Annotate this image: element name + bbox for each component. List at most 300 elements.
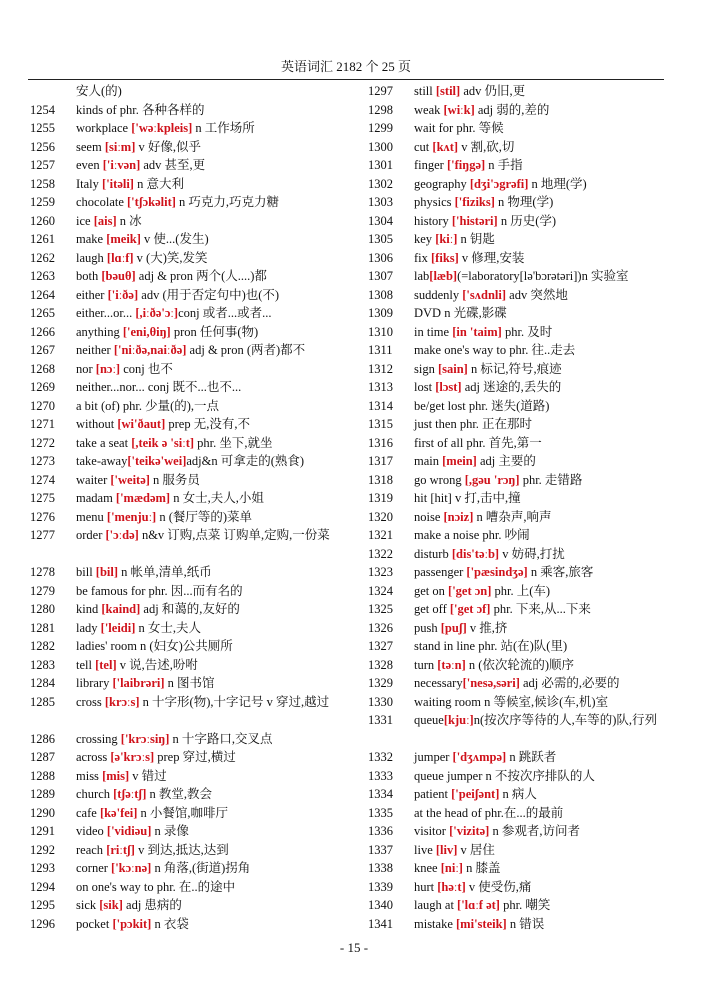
entry-number: 1297 (368, 84, 393, 98)
entry-number: 1310 (368, 324, 393, 339)
entry-word: make (76, 232, 107, 246)
entry-phonetic: [,gəu 'rɔŋ] (464, 472, 520, 487)
entry-word: patient (414, 787, 452, 801)
entry-number: 1267 (30, 343, 55, 357)
page-header: 英语词汇 2182 个 25 页 (280, 59, 411, 74)
entry-phonetic: ['pɔkit] (112, 916, 152, 931)
entry-word: at the head of phr.在...的最前 (414, 805, 564, 820)
entry-definition: phr. 坐下,就坐 (194, 435, 273, 450)
entry-phonetic: [læb] (429, 269, 458, 283)
page-number: - 15 - (339, 940, 369, 955)
vocab-entry (30, 489, 360, 508)
entry-phonetic: ['get ɔf] (449, 602, 491, 616)
entry-number: 1287 (30, 750, 55, 764)
entry-definition: conj 或者...或者... (178, 306, 272, 320)
entry-definition: n 十字形(物),十字记号 v 穿过,越过 (139, 694, 330, 709)
entry-phonetic: ['pæsindʒə] (466, 565, 528, 579)
vocab-entry (368, 526, 668, 545)
vocab-entry (30, 582, 360, 601)
vocab-entry (368, 378, 668, 397)
vocab-entry (368, 693, 668, 712)
vocab-entry (368, 563, 668, 582)
entry-word: finger (414, 158, 447, 172)
entry-number: 1305 (368, 232, 393, 246)
entry-word: in time (414, 324, 453, 339)
entry-definition: v 妨碍,打扰 (499, 546, 565, 561)
entry-word: take-away (76, 454, 128, 468)
entry-definition: phr. 及时 (501, 324, 553, 339)
entry-number: 1339 (368, 879, 393, 894)
entry-word: hit [hit] v 打,击中,撞 (414, 491, 521, 505)
right-column (368, 82, 668, 933)
entry-number: 1298 (368, 102, 393, 117)
entry-word: video (76, 824, 107, 838)
entry-word: lab (414, 269, 430, 283)
vocab-entry (368, 341, 668, 360)
entry-number: 1328 (368, 657, 393, 672)
entry-word: waiting room n 等候室,候诊(车,机)室 (414, 694, 609, 709)
entry-word: kind (76, 602, 102, 616)
entry-number: 1274 (30, 472, 55, 487)
entry-word: without (76, 417, 118, 431)
entry-phonetic: ['leidi] (100, 620, 136, 635)
entry-phonetic: ['itəli] (102, 176, 134, 191)
vocab-entry (368, 545, 668, 564)
entry-number: 1258 (30, 176, 55, 191)
vocab-entry (368, 138, 668, 157)
entry-number: 1261 (30, 232, 55, 246)
entry-word: stand in line phr. 站(在)队(里) (414, 639, 568, 653)
entry-number: 1293 (30, 861, 55, 875)
vocab-entry (30, 600, 360, 619)
vocab-entry (368, 804, 668, 823)
entry-phonetic: [stil] (435, 84, 461, 98)
vocab-entry (368, 286, 668, 305)
vocab-entry (368, 175, 668, 194)
entry-number: 1303 (368, 195, 393, 209)
entry-word: wait for phr. 等候 (414, 121, 504, 135)
entry-word: either (76, 287, 108, 302)
entry-phonetic: [siːm] (104, 139, 136, 154)
vocab-entry (30, 138, 360, 157)
entry-number: 1286 (30, 731, 55, 746)
vocab-entry (30, 193, 360, 212)
entry-phonetic: ['teikə'wei] (127, 454, 187, 468)
entry-number: 1279 (30, 583, 55, 598)
entry-number: 1264 (30, 287, 55, 302)
vocab-entry (30, 212, 360, 231)
entry-number: 1288 (30, 768, 55, 783)
entry-number: 1317 (368, 454, 393, 468)
entry-word: passenger (414, 565, 467, 579)
header-rule (28, 79, 664, 80)
entry-number: 1329 (368, 676, 393, 690)
entry-number: 1318 (368, 472, 393, 487)
entry-definition: n 手指 (485, 158, 523, 172)
entry-number: 1257 (30, 158, 55, 172)
vocab-entry (30, 693, 360, 730)
entry-definition: n (餐厅等的)菜单 (156, 509, 253, 524)
entry-phonetic: [kaind] (101, 602, 141, 616)
entry-number: 1314 (368, 398, 393, 413)
vocab-entry (368, 896, 668, 915)
entry-definition: n 衣袋 (151, 916, 189, 931)
vocab-entry (30, 267, 360, 286)
entry-word: waiter (76, 472, 111, 487)
vocab-entry (30, 841, 360, 860)
vocab-entry (30, 822, 360, 841)
entry-phonetic: [,teik ə 'siːt] (131, 435, 195, 450)
entry-definition: phr. 上(车) (491, 583, 551, 598)
entry-number: 1285 (30, 694, 55, 709)
vocab-entry (30, 286, 360, 305)
entry-number: 1259 (30, 195, 55, 209)
entry-word: across (76, 750, 111, 764)
left-column (30, 82, 360, 933)
vocab-entry (368, 822, 668, 841)
entry-definition: adj & pron 两个(人....)都 (135, 269, 267, 283)
entry-word: key (414, 232, 436, 246)
vocab-entry (368, 656, 668, 675)
entry-word: neither (76, 343, 114, 357)
vocab-entry (368, 193, 668, 212)
entry-number: 1340 (368, 898, 393, 912)
entry-number: 1270 (30, 398, 55, 413)
vocab-entry (368, 415, 668, 434)
entry-definition: adv (用于否定句中)也(不) (138, 287, 280, 302)
entry-word: be/get lost phr. 迷失(道路) (414, 398, 550, 413)
entry-number: 1311 (368, 343, 393, 357)
entry-word: bill (76, 565, 96, 579)
entry-phonetic: ['tʃɔkəlit] (127, 195, 176, 209)
vocab-entry (368, 619, 668, 638)
entry-definition: n 物理(学) (494, 195, 554, 209)
entry-phonetic: [təːn] (437, 657, 466, 672)
vocab-entry (30, 230, 360, 249)
vocab-entry (368, 674, 668, 693)
entry-number: 1281 (30, 620, 55, 635)
entry-definition: n 冰 (116, 213, 142, 228)
vocab-entry (368, 508, 668, 527)
entry-word: anything (76, 324, 123, 339)
entry-number: 1273 (30, 454, 55, 468)
entry-number: 1315 (368, 417, 393, 431)
vocab-entry (368, 841, 668, 860)
vocab-entry (368, 304, 668, 323)
entry-number: 1334 (368, 787, 393, 801)
entry-word: laugh at (414, 898, 458, 912)
entry-phonetic: ['iːvən] (102, 158, 141, 172)
vocab-entry (30, 397, 360, 416)
vocab-entry (368, 249, 668, 268)
entry-number: 1322 (368, 546, 393, 561)
vocab-entry (368, 785, 668, 804)
entry-definition: v 修理,安装 (458, 250, 525, 265)
entry-definition: n 图书馆 (164, 676, 215, 690)
entry-phonetic: [tel] (95, 657, 117, 672)
vocab-entry (368, 748, 668, 767)
vocab-entry (30, 323, 360, 342)
entry-word: order (76, 528, 106, 542)
entry-phonetic: [in 'taim] (452, 324, 502, 339)
entry-word: crossing (76, 731, 121, 746)
entry-phonetic: [liv] (435, 842, 458, 857)
entry-definition: pron 任何事(物) (170, 324, 259, 339)
entry-number: 1265 (30, 306, 55, 320)
entry-number: 1337 (368, 842, 393, 857)
entry-word: laugh (76, 250, 107, 265)
entry-definition: v 错过 (129, 768, 167, 783)
entry-word: workplace (76, 121, 132, 135)
entry-number: 1338 (368, 861, 393, 875)
entry-number: 1341 (368, 916, 393, 931)
entry-number: 1299 (368, 121, 393, 135)
entry-number: 1332 (368, 750, 393, 764)
entry-word: physics (414, 195, 455, 209)
entry-definition: v (大)笑,发笑 (133, 250, 208, 265)
entry-phonetic: [kə'fei] (99, 805, 138, 820)
entry-phonetic: ['vizitə] (449, 824, 490, 838)
entry-phonetic: [mi'steik] (456, 916, 507, 931)
entry-number: 1291 (30, 824, 55, 838)
entry-definition: n 十字路口,交叉点 (169, 731, 273, 746)
entry-number: 1312 (368, 361, 393, 376)
vocab-entry (30, 341, 360, 360)
entry-phonetic: [kʌt] (432, 139, 459, 154)
entry-definition: n 意大利 (133, 176, 184, 191)
vocab-entry (30, 378, 360, 397)
entry-definition: v 使...(发生) (140, 232, 209, 246)
vocab-entry (368, 82, 668, 101)
entry-number: 1262 (30, 250, 55, 265)
entry-word: noise (414, 509, 444, 524)
entry-phonetic: [wi'ðaut] (117, 417, 166, 431)
entry-number: 1277 (30, 528, 55, 542)
entry-word: nor (76, 361, 96, 376)
entry-definition: conj 也不 (120, 361, 173, 376)
entry-definition: n 钥匙 (457, 232, 495, 246)
entry-definition: n 女士,夫人,小姐 (170, 491, 264, 505)
entry-definition: v 居住 (457, 842, 495, 857)
vocab-entry (368, 156, 668, 175)
entry-definition: adv 突然地 (506, 287, 568, 302)
entry-phonetic: ['mædəm] (115, 491, 171, 505)
vocab-entry (368, 360, 668, 379)
entry-number: 1272 (30, 435, 55, 450)
entry-phonetic: [tʃəːtʃ] (113, 787, 147, 801)
entry-phonetic: [sain] (437, 361, 468, 376)
entry-definition: adj 和蔼的,友好的 (140, 602, 240, 616)
entry-phonetic: ['krɔːsiŋ] (120, 731, 170, 746)
entry-word: both (76, 269, 102, 283)
entry-phonetic: ['iːðə] (107, 287, 139, 302)
entry-phonetic: [mis] (102, 768, 130, 783)
entry-number: 1269 (30, 380, 55, 394)
entry-number: 1260 (30, 213, 55, 228)
entry-number: 1301 (368, 158, 393, 172)
entry-word: push (414, 620, 441, 635)
entry-definition: n 服务员 (149, 472, 200, 487)
entry-phonetic: ['eni,θiŋ] (122, 324, 171, 339)
entry-number: 1278 (30, 565, 55, 579)
entry-number: 1280 (30, 602, 55, 616)
vocab-entry (30, 563, 360, 582)
vocab-entry (368, 323, 668, 342)
vocab-entry (368, 230, 668, 249)
entry-number: 1316 (368, 435, 393, 450)
entry-definition: v 割,砍,切 (458, 139, 515, 154)
vocab-entry (368, 101, 668, 120)
entry-phonetic: [riːtʃ] (106, 842, 135, 857)
entry-definition: adv 甚至,更 (140, 158, 206, 172)
entry-definition: n 膝盖 (462, 861, 501, 875)
entry-word: make a noise phr. 吵闹 (414, 528, 530, 542)
entry-definition: adj 迷途的,丢失的 (461, 380, 562, 394)
entry-word: menu (76, 509, 107, 524)
entry-number: 1331 (368, 713, 393, 727)
entry-word: suddenly (414, 287, 463, 302)
vocab-entry (368, 878, 668, 897)
entry-number: 1263 (30, 269, 55, 283)
vocab-entry (30, 804, 360, 823)
entry-phonetic: [wiːk] (443, 102, 475, 117)
vocab-entry (30, 156, 360, 175)
entry-word: hurt (414, 879, 438, 894)
entry-phonetic: [dʒi'ɔgrəfi] (469, 176, 529, 191)
entry-word: tell (76, 657, 96, 672)
entry-phonetic: [dis'təːb] (451, 546, 500, 561)
entry-phonetic: [sik] (99, 898, 123, 912)
entry-phonetic: ['laibrəri] (112, 676, 165, 690)
vocab-entry (368, 711, 668, 748)
entry-word: sign (414, 361, 438, 376)
entry-definition: adv 仍旧,更 (460, 84, 526, 98)
entry-phonetic: [lɑːf] (106, 250, 134, 265)
entry-number: 1325 (368, 602, 393, 616)
vocab-entry (368, 859, 668, 878)
entry-word: knee (414, 861, 441, 875)
entry-phonetic: [nɔiz] (443, 509, 474, 524)
entry-word: on one's way to phr. 在..的途中 (76, 879, 236, 894)
entry-number: 1326 (368, 620, 393, 635)
vocab-entry (30, 101, 360, 120)
entry-number: 1319 (368, 491, 393, 505)
entry-word: still (414, 84, 436, 98)
entry-phonetic: [bəuθ] (101, 269, 136, 283)
entry-definition: n 标记,符号,痕迹 (467, 361, 562, 376)
entry-definition: v 到达,抵达,达到 (134, 842, 229, 857)
entry-word: sick (76, 898, 100, 912)
entry-word: queue (414, 713, 444, 727)
entry-phonetic: ['weitə] (110, 472, 150, 487)
entry-word: be famous for phr. 因...而有名的 (76, 583, 243, 598)
entry-definition: adj & pron (两者)都不 (186, 343, 306, 357)
entry-definition: v 说,告述,吩咐 (116, 657, 198, 672)
vocab-entry (30, 674, 360, 693)
entry-definition: n 女士,夫人 (135, 620, 202, 635)
entry-definition: n&v 订购,点菜 订购单,定购,一份菜 (138, 528, 330, 542)
entry-word: turn (414, 657, 438, 672)
vocab-entry (30, 508, 360, 527)
entry-word: mistake (414, 916, 457, 931)
entry-word: necessary (414, 676, 463, 690)
entry-number: 1306 (368, 250, 393, 265)
entry-number: 1321 (368, 528, 393, 542)
entry-definition: n 错误 (506, 916, 545, 931)
entry-definition: n 参观者,访问者 (489, 824, 580, 838)
entry-number: 1276 (30, 509, 55, 524)
entry-phonetic: [ais] (93, 213, 117, 228)
entry-word: reach (76, 842, 107, 857)
entry-word: cross (76, 694, 105, 709)
entry-phonetic: ['fiziks] (454, 195, 495, 209)
vocab-entry (30, 415, 360, 434)
entry-word: just then phr. 正在那时 (414, 417, 533, 431)
entry-number: 1266 (30, 324, 55, 339)
entry-word: lost (414, 380, 436, 394)
vocab-entry (30, 452, 360, 471)
vocab-entry (30, 526, 360, 563)
entry-word: geography (414, 176, 470, 191)
entry-phonetic: ['menjuː] (106, 509, 157, 524)
entry-definition: n 录像 (151, 824, 189, 838)
vocab-entry (368, 767, 668, 786)
entry-number: 1336 (368, 824, 393, 838)
entry-definition: adj 必需的,必要的 (519, 676, 620, 690)
entry-definition: n 乘客,旅客 (527, 565, 594, 579)
vocab-entry (30, 175, 360, 194)
entry-word: disturb (414, 546, 452, 561)
entry-definition: v 好像,似乎 (135, 139, 202, 154)
entry-word: DVD n 光碟,影碟 (414, 306, 507, 320)
entry-phonetic: ['peiʃənt] (451, 787, 500, 801)
entry-phonetic: ['kɔːnə] (111, 861, 152, 875)
vocab-entry (30, 249, 360, 268)
entry-definition: n 帐单,清单,纸币 (118, 565, 212, 579)
entry-phonetic: ['lɑːf ət] (457, 898, 500, 912)
entry-number: 1327 (368, 639, 393, 653)
entry-word: madam (76, 491, 116, 505)
entry-number: 1335 (368, 805, 393, 820)
entry-definition: n 工作场所 (192, 121, 255, 135)
entry-phonetic: [bil] (95, 565, 119, 579)
entry-word: get off (414, 602, 450, 616)
entry-definition: phr. 嘲笑 (499, 898, 551, 912)
entry-phonetic: [meik] (106, 232, 141, 246)
entry-word: neither...nor... conj 既不...也不... (76, 380, 242, 394)
entry-number: 1289 (30, 787, 55, 801)
entry-definition: n 病人 (499, 787, 537, 801)
vocab-entry (30, 730, 360, 749)
entry-word: pocket (76, 916, 113, 931)
vocab-entry (30, 656, 360, 675)
entry-word: queue jumper n 不按次序排队的人 (414, 768, 595, 783)
vocab-entry (30, 304, 360, 323)
vocab-entry (30, 748, 360, 767)
entry-phonetic: ['sʌdnli] (462, 287, 507, 302)
entry-number: 1333 (368, 768, 393, 783)
entry-number: 1290 (30, 805, 55, 820)
entry-word: either...or... (76, 306, 136, 320)
entry-number: 1307 (368, 269, 393, 283)
vocab-entry (30, 360, 360, 379)
vocab-entry (30, 859, 360, 878)
entry-word: ice (76, 213, 94, 228)
vocab-entry (30, 915, 360, 934)
entry-definition: phr. 走错路 (519, 472, 583, 487)
vocab-entry (30, 878, 360, 897)
entry-number: 1268 (30, 361, 55, 376)
